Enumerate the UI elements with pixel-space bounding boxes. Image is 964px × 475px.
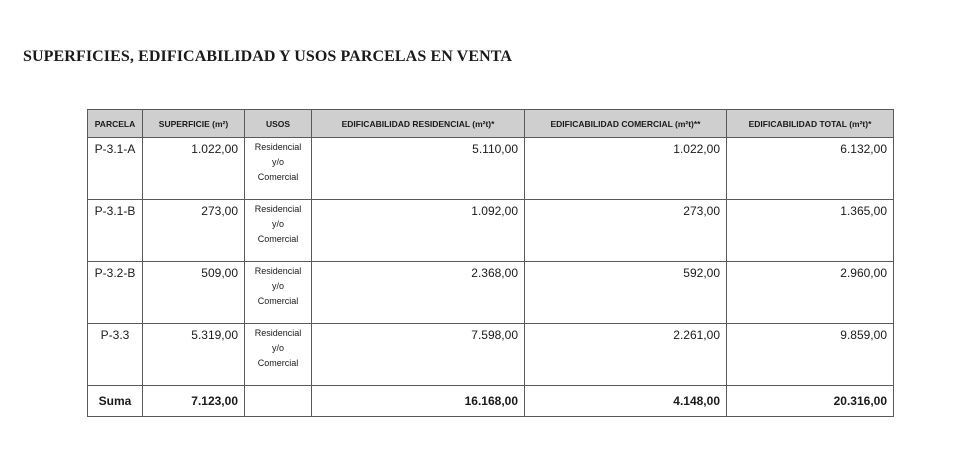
cell-total: 1.365,00 [727,200,894,262]
cell-usos [245,324,312,386]
cell-residencial: 5.110,00 [312,138,525,200]
cell-superficie: 509,00 [143,262,245,324]
header-total: EDIFICABILIDAD TOTAL (m²t)* [727,110,894,138]
cell-residencial: 7.598,00 [312,324,525,386]
cell-total: 6.132,00 [727,138,894,200]
cell-comercial: 2.261,00 [525,324,727,386]
header-comercial: EDIFICABILIDAD COMERCIAL (m²t)** [525,110,727,138]
sum-usos [245,386,312,417]
sum-superficie: 7.123,00 [143,386,245,417]
sum-total: 20.316,00 [727,386,894,417]
cell-usos [245,138,312,200]
table-header-row [88,110,894,138]
cell-total: 2.960,00 [727,262,894,324]
sum-row [88,386,894,417]
cell-usos [245,200,312,262]
usos-line: y/o [271,219,284,229]
usos-line: Residencial [254,204,302,214]
cell-residencial: 2.368,00 [312,262,525,324]
usos-line: y/o [271,157,284,167]
usos-line: y/o [271,343,284,353]
cell-parcela: P-3.3 [88,324,143,386]
header-usos: USOS [245,110,312,138]
cell-parcela: P-3.1-A [88,138,143,200]
header-superficie: SUPERFICIE (m²) [143,110,245,138]
usos-line: Comercial [257,296,299,306]
table-row [88,324,894,386]
parcels-table [87,109,894,417]
usos-line: Comercial [257,172,299,182]
cell-comercial: 592,00 [525,262,727,324]
cell-superficie: 5.319,00 [143,324,245,386]
cell-parcela: P-3.1-B [88,200,143,262]
table-row [88,200,894,262]
usos-line: y/o [271,281,284,291]
cell-total: 9.859,00 [727,324,894,386]
cell-superficie: 1.022,00 [143,138,245,200]
cell-parcela: P-3.2-B [88,262,143,324]
cell-comercial: 1.022,00 [525,138,727,200]
cell-comercial: 273,00 [525,200,727,262]
cell-superficie: 273,00 [143,200,245,262]
usos-line: Comercial [257,234,299,244]
header-parcela: PARCELA [88,110,143,138]
sum-label: Suma [88,386,143,417]
usos-line: Residencial [254,266,302,276]
header-residencial: EDIFICABILIDAD RESIDENCIAL (m²t)* [312,110,525,138]
cell-usos [245,262,312,324]
table-row [88,138,894,200]
usos-line: Comercial [257,358,299,368]
sum-residencial: 16.168,00 [312,386,525,417]
sum-comercial: 4.148,00 [525,386,727,417]
document-title: SUPERFICIES, EDIFICABILIDAD Y USOS PARCELAS EN VENTA [23,48,512,65]
usos-line: Residencial [254,142,302,152]
table-row [88,262,894,324]
usos-line: Residencial [254,328,302,338]
cell-residencial: 1.092,00 [312,200,525,262]
